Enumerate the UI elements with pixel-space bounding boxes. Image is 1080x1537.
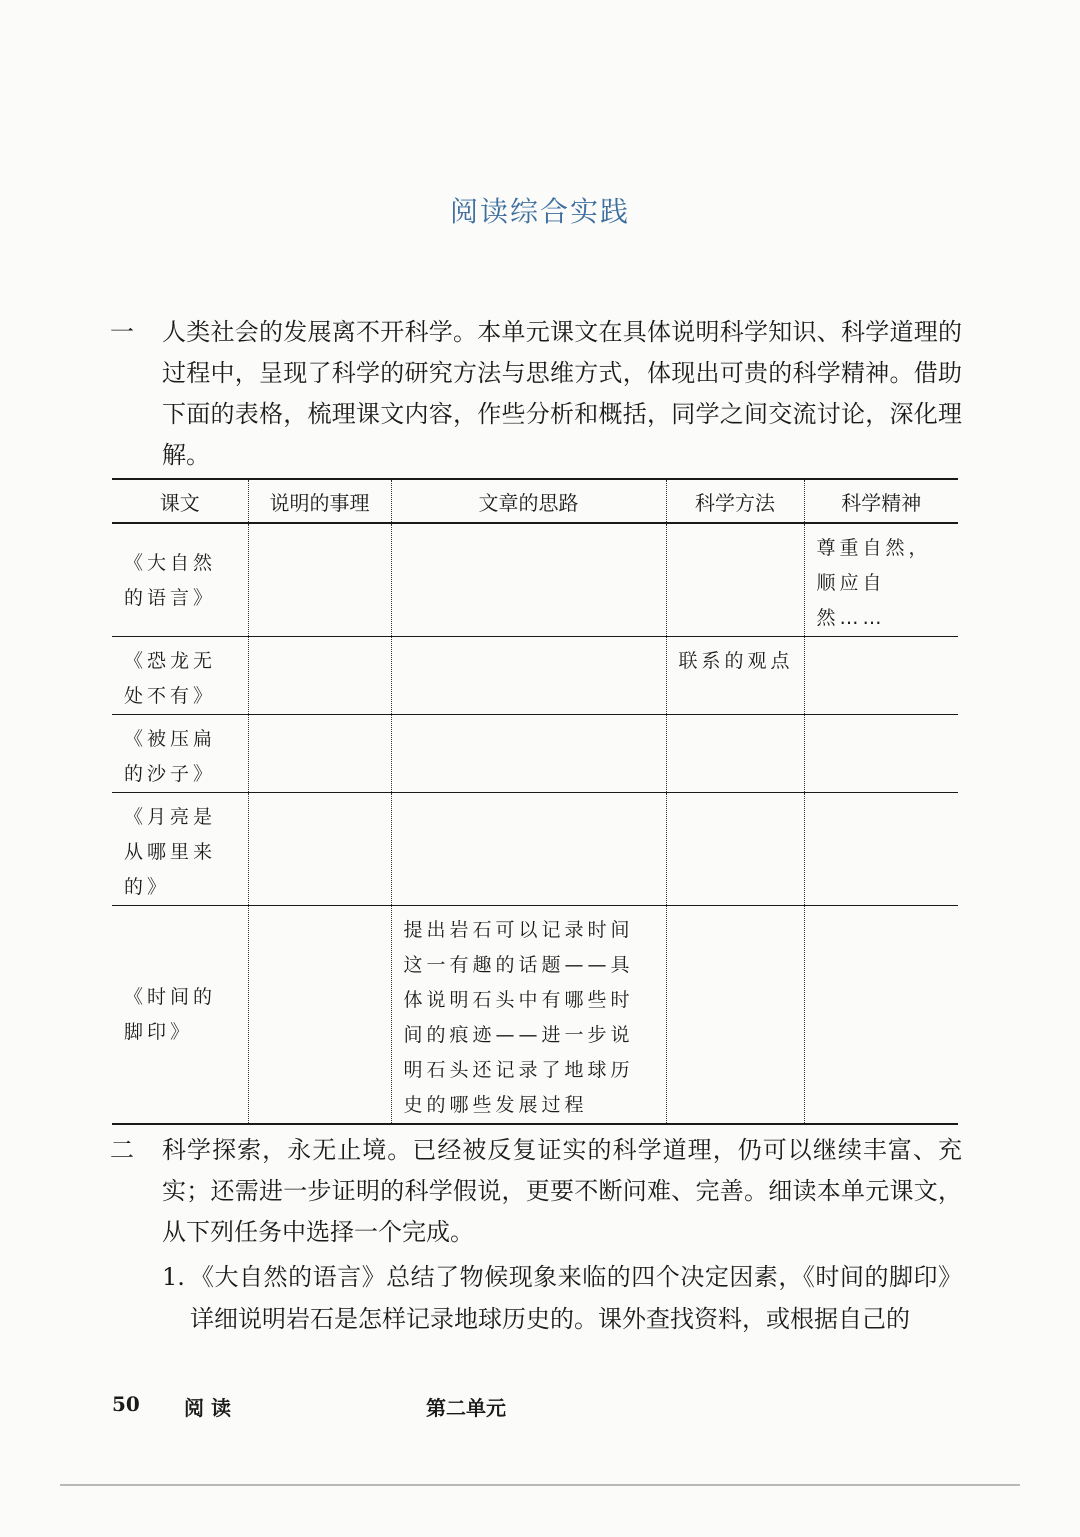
cell-method: 联系的观点 [666, 637, 804, 715]
cell-method [666, 715, 804, 793]
row-title: 《月亮是从哪里来的》 [124, 806, 217, 898]
cell-principle [248, 793, 391, 906]
cell-approach [391, 637, 666, 715]
cell-spirit [804, 715, 958, 793]
cell-text-title [112, 523, 248, 637]
page-title: 阅读综合实践 [449, 195, 630, 228]
header-spirit: 科学精神 [804, 479, 958, 523]
row-title: 《大自然的语言》 [124, 552, 217, 609]
section-one [110, 312, 970, 482]
cell-approach [391, 793, 666, 906]
row-title: 《时间的脚印》 [124, 985, 217, 1043]
section-paragraph: 人类社会的发展离不开科学。本单元课文在具体说明科学知识、科学道理的过程中，呈现了科学的研究方法与思维方式，体现出可贵的科学精神。借助下面的表格，梳理课文内容，作些分析和概括，同学之间交流讨论，深化理解。 [162, 318, 962, 469]
task-number: 1. [162, 1263, 185, 1291]
cell-spirit: 尊重自然，顺应自然…… [804, 523, 958, 637]
table-row [112, 637, 958, 715]
section-number: 二 [110, 1136, 134, 1164]
cell-spirit [804, 906, 958, 1125]
cell-text-title [112, 793, 248, 906]
cell-spirit [804, 637, 958, 715]
cell-principle [248, 715, 391, 793]
footer-unit: 第二单元 [426, 1396, 506, 1420]
row-title: 《恐龙无处不有》 [124, 650, 217, 707]
cell-principle [248, 906, 391, 1125]
cell-principle [248, 637, 391, 715]
cell-principle [248, 523, 391, 637]
cell-approach: 提出岩石可以记录时间这一有趣的话题——具体说明石头中有哪些时间的痕迹——进一步说明石头还记录了地球历史的哪些发展过程 [391, 906, 666, 1125]
cell-method [666, 523, 804, 637]
header-method: 科学方法 [666, 479, 804, 523]
row-title: 《被压扁的沙子》 [124, 728, 217, 785]
section-paragraph: 科学探索，永无止境。已经被反复证实的科学道理，仍可以继续丰富、充实；还需进一步证明的科学假说，更要不断问难、完善。细读本单元课文，从下列任务中选择一个完成。 [162, 1136, 962, 1246]
table-row [112, 523, 958, 637]
header-principle: 说明的事理 [248, 479, 391, 523]
page-number: 50 [112, 1392, 140, 1416]
cell-method [666, 906, 804, 1125]
cell-text-title [112, 715, 248, 793]
footer-section: 阅 读 [184, 1396, 231, 1420]
table-row [112, 715, 958, 793]
header-text: 课文 [112, 479, 248, 523]
cell-text-title [112, 637, 248, 715]
section-two [110, 1130, 970, 1350]
cell-approach [391, 715, 666, 793]
summary-table [112, 478, 958, 1125]
cell-text-title [112, 906, 248, 1125]
cell-method [666, 793, 804, 906]
table-row [112, 906, 958, 1125]
cell-approach [391, 523, 666, 637]
task-text: 《大自然的语言》总结了物候现象来临的四个决定因素，《时间的脚印》详细说明岩石是怎样记录地球历史的。课外查找资料，或根据自己的 [190, 1263, 962, 1333]
section-number: 一 [110, 318, 134, 346]
cell-spirit [804, 793, 958, 906]
header-approach: 文章的思路 [391, 479, 666, 523]
table-row [112, 793, 958, 906]
table-header-row [112, 479, 958, 523]
footer-rule [60, 1484, 1020, 1486]
